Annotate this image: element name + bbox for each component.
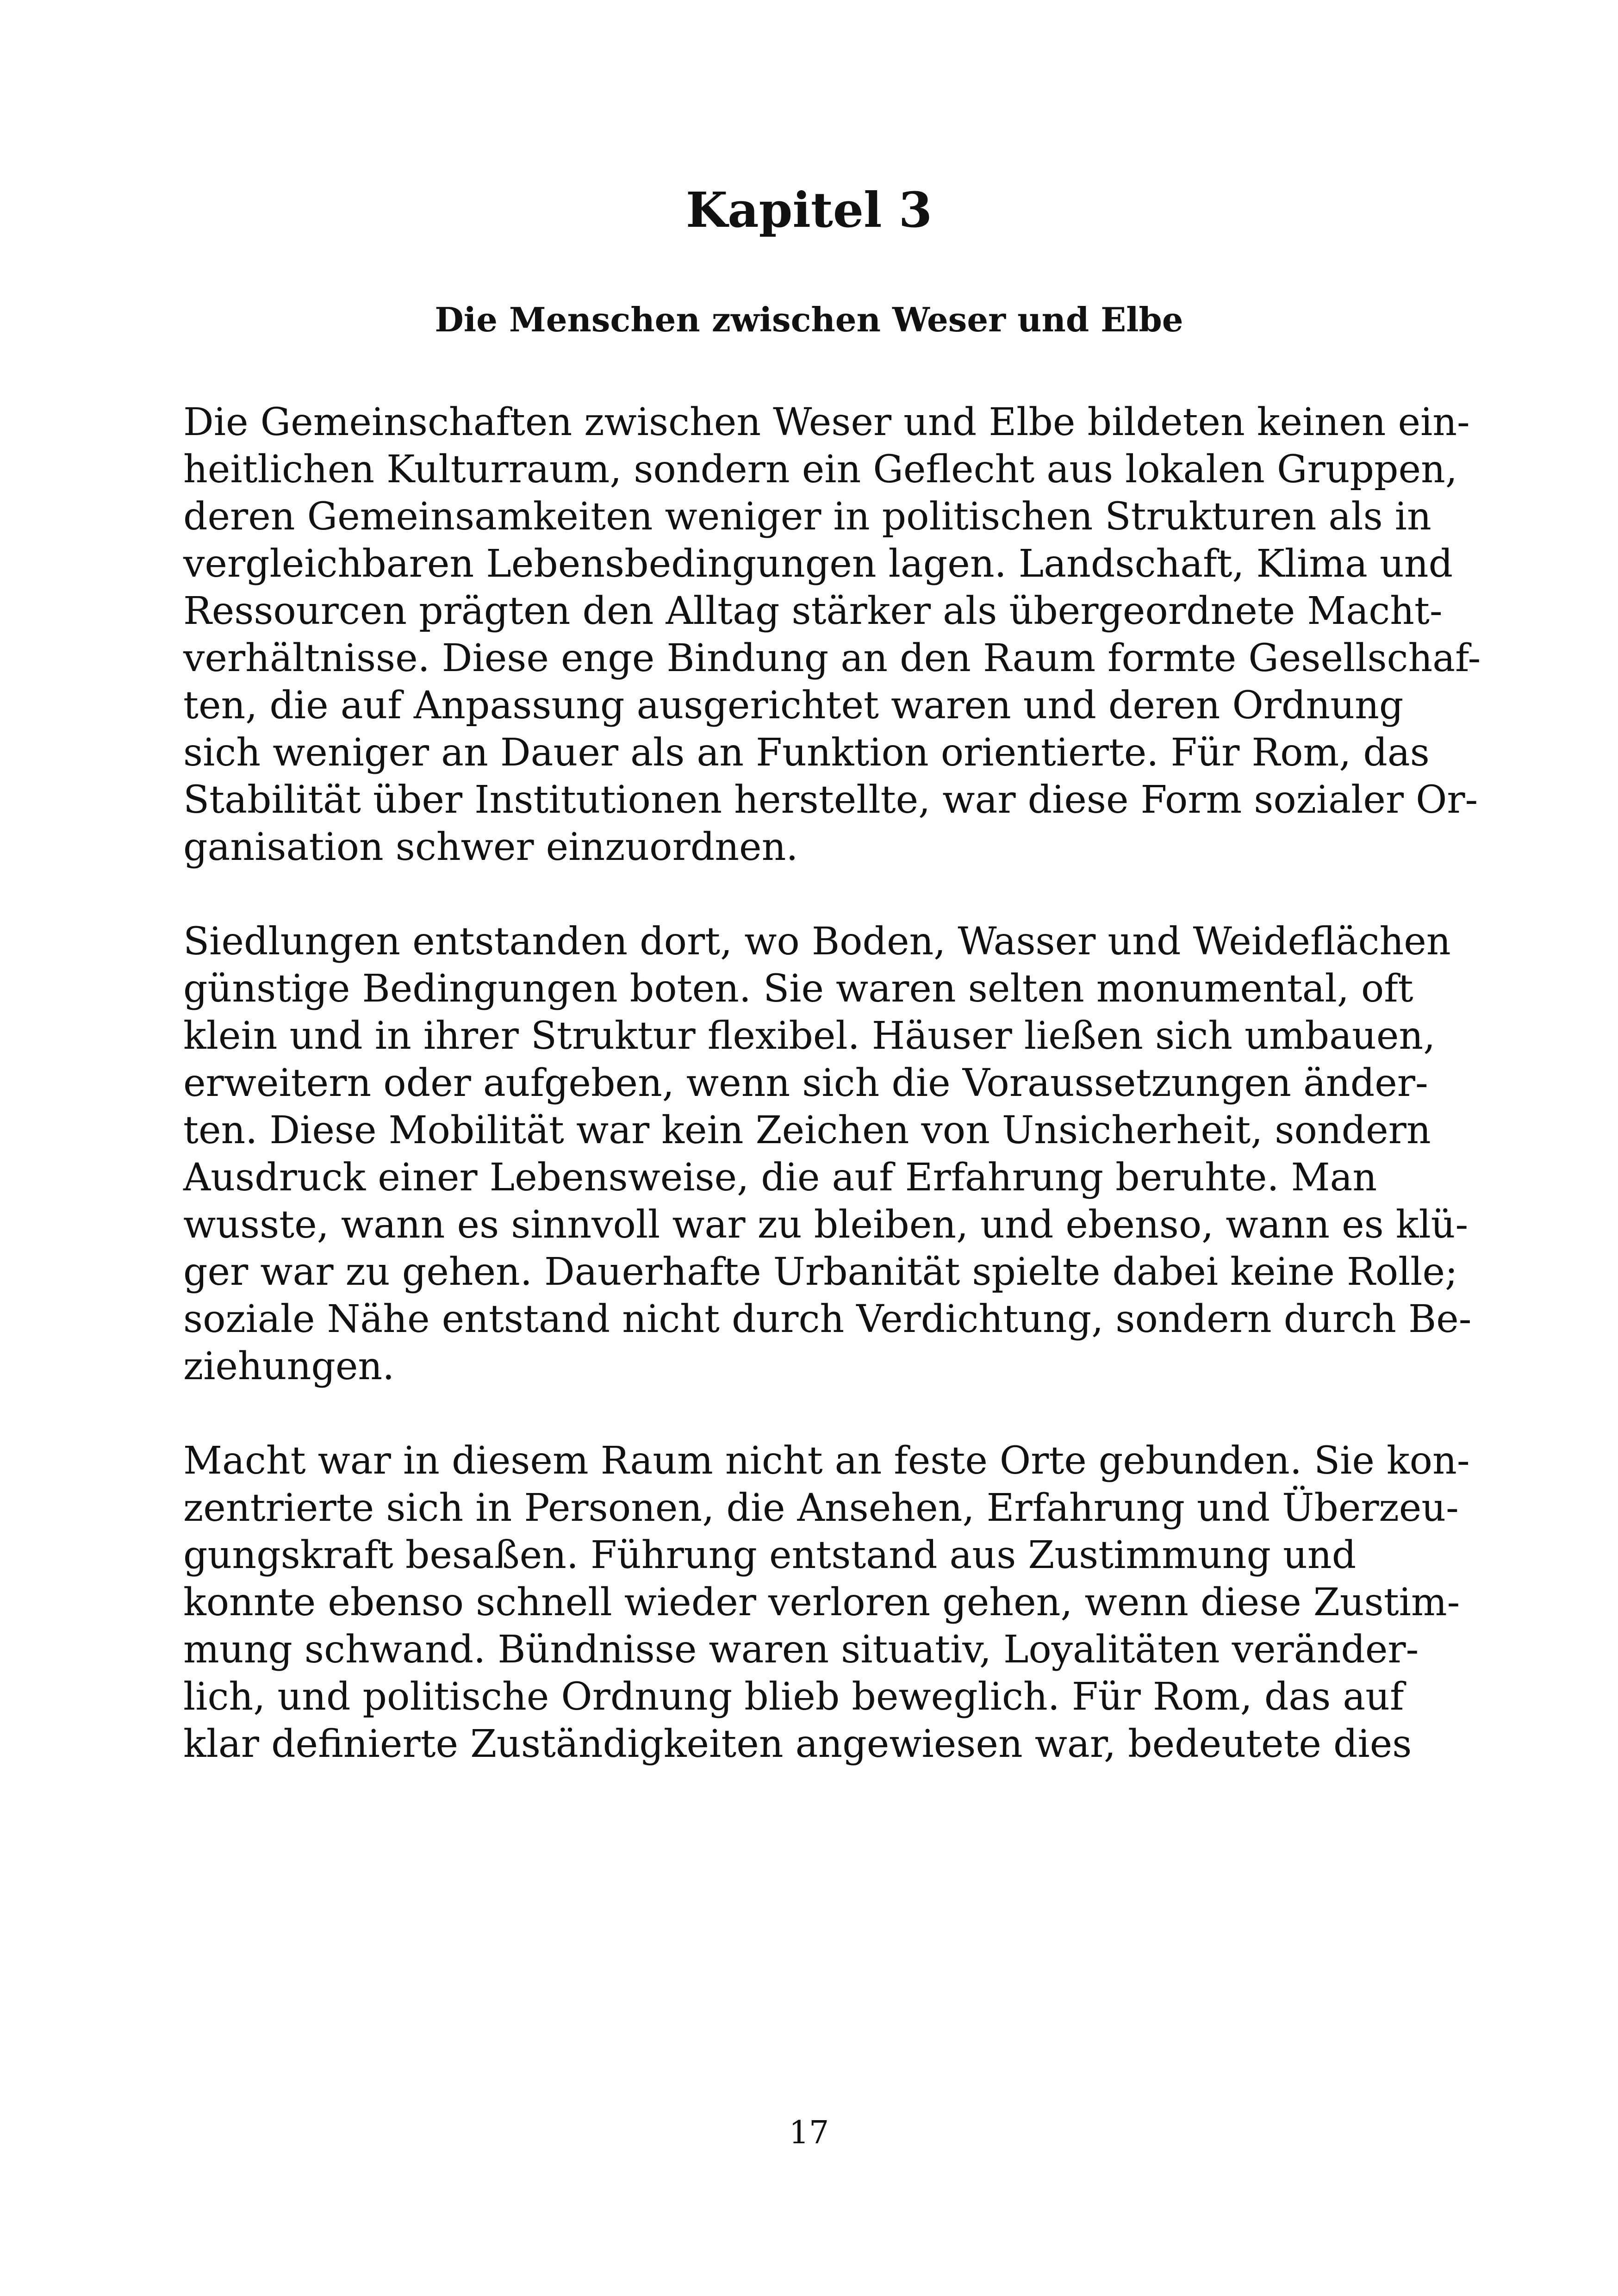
text-line: soziale Nähe entstand nicht durch Verdichtung, sondern durch Be-	[183, 1297, 1472, 1341]
paragraph	[183, 918, 1472, 1390]
text-line: ger war zu gehen. Dauerhafte Urbanität spielte dabei keine Rolle;	[183, 1250, 1458, 1294]
text-line: ten, die auf Anpassung ausgerichtet waren und deren Ordnung	[183, 684, 1404, 728]
paragraph	[183, 399, 1481, 871]
text-line: Ausdruck einer Lebensweise, die auf Erfahrung beruhte. Man	[183, 1156, 1377, 1200]
text-line: Stabilität über Institutionen herstellte, war diese Form sozialer Or-	[183, 778, 1478, 822]
paragraph	[183, 1437, 1470, 1768]
text-line: konnte ebenso schnell wieder verloren gehen, wenn diese Zustim-	[183, 1580, 1460, 1624]
text-line: heitlichen Kulturraum, sondern ein Geflecht aus lokalen Gruppen,	[183, 448, 1457, 492]
text-line: ten. Diese Mobilität war kein Zeichen von Unsicherheit, sondern	[183, 1108, 1431, 1152]
text-line: klar definierte Zuständigkeiten angewiesen war, bedeutete dies	[183, 1722, 1412, 1766]
text-line: lich, und politische Ordnung blieb beweglich. Für Rom, das auf	[183, 1675, 1404, 1719]
text-line: erweitern oder aufgeben, wenn sich die Voraussetzungen änder-	[183, 1061, 1428, 1105]
text-line: zentrierte sich in Personen, die Ansehen, Erfahrung und Überzeu-	[183, 1486, 1459, 1530]
text-line: ziehungen.	[183, 1344, 395, 1388]
text-line: vergleichbaren Lebensbedingungen lagen. Landschaft, Klima und	[183, 542, 1453, 586]
text-line: Macht war in diesem Raum nicht an feste Orte gebunden. Sie kon-	[183, 1439, 1470, 1483]
page-number: 17	[789, 2115, 829, 2151]
text-line: sich weniger an Dauer als an Funktion orientierte. Für Rom, das	[183, 731, 1430, 775]
text-line: günstige Bedingungen boten. Sie waren selten monumental, oft	[183, 967, 1413, 1011]
text-line: gungskraft besaßen. Führung entstand aus Zustimmung und	[183, 1533, 1357, 1577]
text-line: mung schwand. Bündnisse waren situativ, Loyalitäten veränder-	[183, 1628, 1419, 1672]
chapter-title: Kapitel 3	[685, 181, 933, 238]
text-line: wusste, wann es sinnvoll war zu bleiben, und ebenso, wann es klü-	[183, 1203, 1469, 1247]
text-line: Siedlungen entstanden dort, wo Boden, Wasser und Weideflächen	[183, 920, 1451, 964]
body-text	[183, 399, 1481, 1815]
text-line: ganisation schwer einzuordnen.	[183, 825, 798, 869]
chapter-subtitle: Die Menschen zwischen Weser und Elbe	[435, 300, 1183, 339]
text-line: klein und in ihrer Struktur flexibel. Häuser ließen sich umbauen,	[183, 1014, 1436, 1058]
text-line: Ressourcen prägten den Alltag stärker als übergeordnete Macht-	[183, 589, 1443, 633]
text-line: verhältnisse. Diese enge Bindung an den Raum formte Gesellschaf-	[183, 636, 1481, 680]
text-line: Die Gemeinschaften zwischen Weser und Elbe bildeten keinen ein-	[183, 400, 1470, 444]
text-line: deren Gemeinsamkeiten weniger in politischen Strukturen als in	[183, 495, 1431, 539]
